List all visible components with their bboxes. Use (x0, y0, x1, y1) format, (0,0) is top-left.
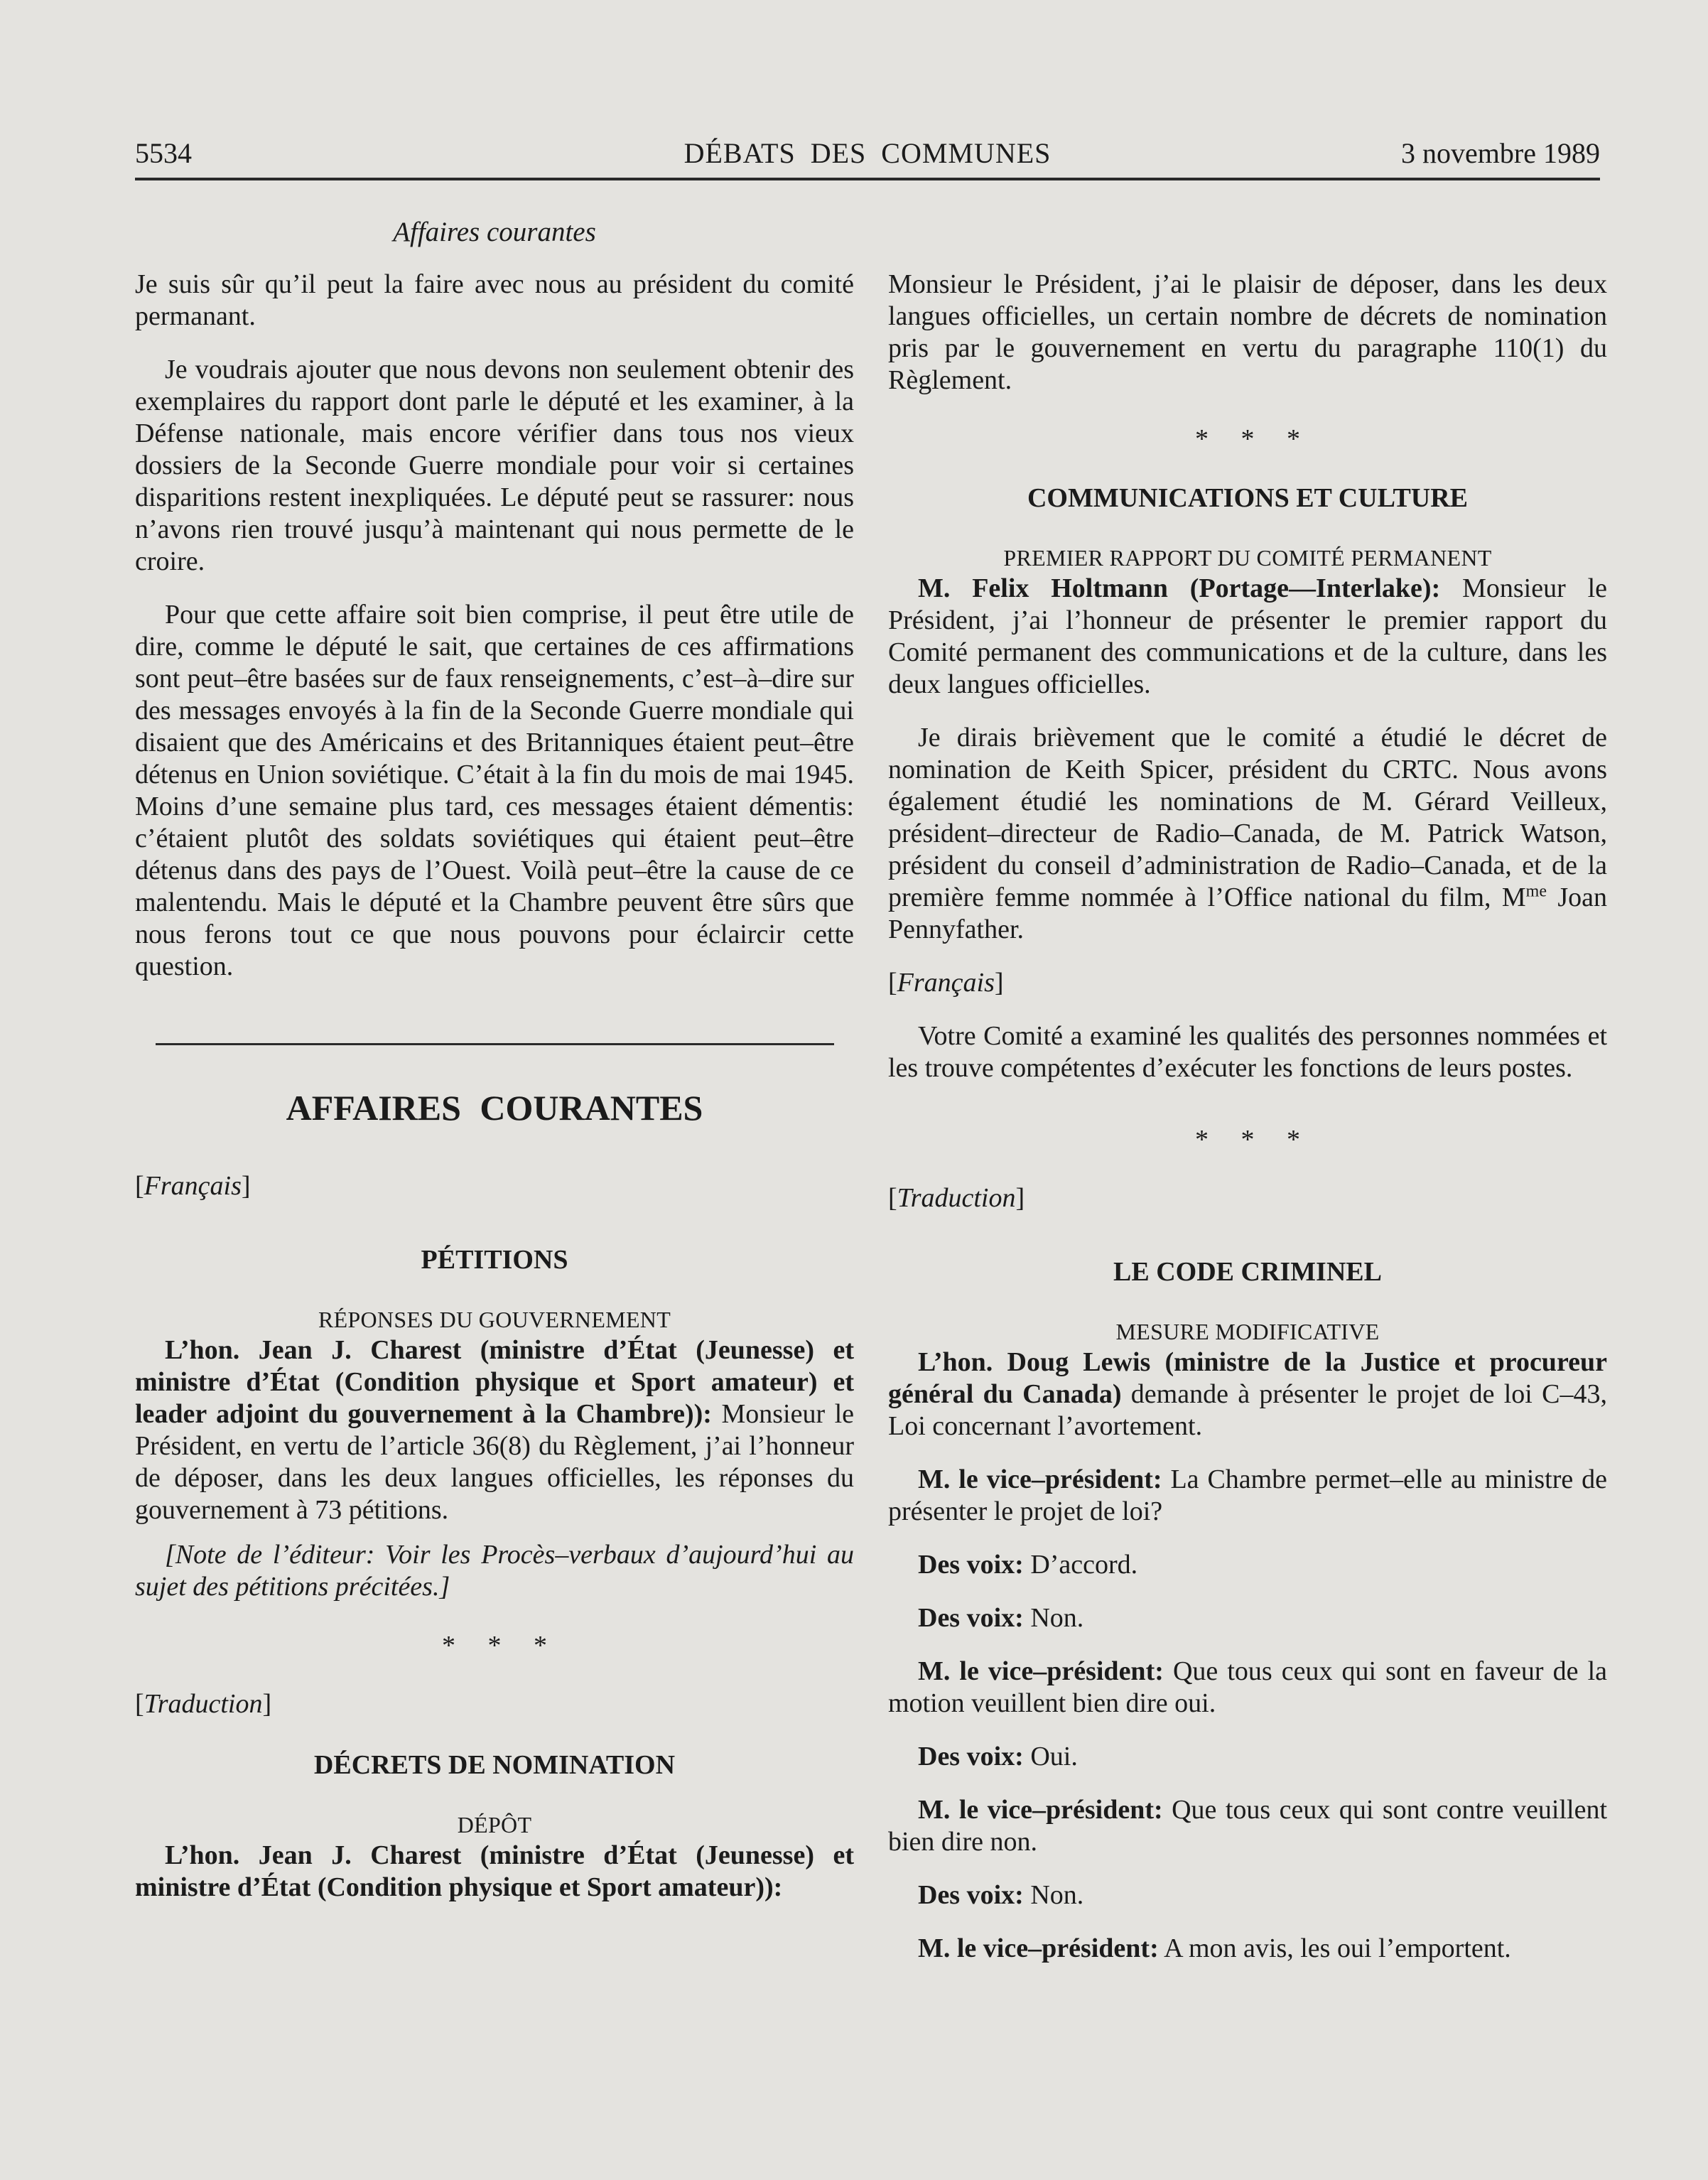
speaker: Des voix: (918, 1742, 1024, 1771)
paragraph: Monsieur le Président, j’ai le plaisir de déposer, dans les deux langues officielles, un certain nombre de décrets de nomination pris par le gouvernement en vertu du paragraphe 110(1) du Règlement. (888, 269, 1607, 395)
speech-text: Non. (1023, 1880, 1084, 1910)
speaker: M. le vice–président: (918, 1464, 1162, 1494)
page-number: 5534 (135, 137, 192, 169)
speech (888, 1933, 1607, 1965)
speech (135, 1840, 854, 1904)
section-divider (156, 1043, 834, 1045)
speech-text: A mon avis, les oui l’emportent. (1158, 1933, 1511, 1963)
speech (888, 1879, 1607, 1911)
heading-petitions: PÉTITIONS (421, 1245, 568, 1275)
heading-code-criminel: LE CODE CRIMINEL (1113, 1257, 1382, 1287)
speaker: L’hon. Jean J. Charest (ministre d’État (Jeunesse) et ministre d’État (Condition physique et Sport amateur)): (135, 1840, 854, 1902)
speech (888, 1741, 1607, 1773)
running-head: Affaires courantes (393, 217, 596, 247)
speech-text: D’accord. (1023, 1550, 1138, 1580)
speech-text: Non. (1023, 1603, 1084, 1633)
speech (888, 1794, 1607, 1858)
speech (888, 573, 1607, 701)
speech-text: demande à présenter le projet de loi C–43, Loi concernant l’avortement. (888, 1379, 1608, 1441)
speech (888, 1656, 1607, 1720)
separator-stars: * * * (1195, 1125, 1313, 1155)
speaker: M. le vice–président: (918, 1795, 1163, 1825)
speech-text: Monsieur le Président, en vertu de l’article 36(8) du Règlement, j’ai l’honneur de déposer, dans les deux langues officielles, les réponses du gouvernement à 73 pétitions. (135, 1399, 854, 1525)
paragraph: Votre Comité a examiné les qualités des personnes nommées et les trouve compétentes d’exécuter les fonctions de leurs postes. (888, 1021, 1607, 1083)
speech (888, 1347, 1607, 1442)
speech (888, 1464, 1607, 1528)
speech-text: La Chambre permet–elle au ministre de présenter le projet de loi? (888, 1464, 1608, 1526)
speaker: Des voix: (918, 1603, 1024, 1633)
speaker: L’hon. Jean J. Charest (ministre d’État (Jeunesse) et ministre d’État (Condition physique et Sport amateur) et leader adjoint du gouvernement à la Chambre)): (135, 1335, 854, 1429)
left-column (135, 269, 854, 1904)
speech (888, 1549, 1607, 1581)
subheading: PREMIER RAPPORT DU COMITÉ PERMANENT (1003, 545, 1492, 571)
subheading: DÉPÔT (457, 1812, 532, 1838)
speaker: M. le vice–président: (918, 1656, 1164, 1686)
paragraph: Je voudrais ajouter que nous devons non seulement obtenir des exemplaires du rapport dont parle le député et les examiner, à la Défense nationale, mais encore vérifier dans tous nos vieux dossiers de la Seconde Guerre mondiale pour voir si certaines disparitions restent inexpliquées. Le député peut se rassurer: nous n’avons rien trouvé jusqu’à maintenant qui nous permette de le croire. (135, 355, 854, 576)
speaker: M. le vice–président: (918, 1933, 1159, 1963)
language-tag: [Français] (135, 1171, 251, 1201)
heading-communications: COMMUNICATIONS ET CULTURE (1027, 483, 1469, 513)
speech-text: Que tous ceux qui sont contre veuillent bien dire non. (888, 1795, 1607, 1857)
subheading: RÉPONSES DU GOUVERNEMENT (318, 1307, 671, 1332)
subheading: MESURE MODIFICATIVE (1115, 1319, 1380, 1344)
heading-decrets: DÉCRETS DE NOMINATION (313, 1750, 676, 1780)
language-tag: [Traduction] (135, 1689, 272, 1719)
editor-note: [Note de l’éditeur: Voir les Procès–verbaux d’aujourd’hui au sujet des pétitions précitées.] (135, 1540, 854, 1602)
speech-text: Oui. (1023, 1742, 1078, 1771)
speech (888, 1602, 1607, 1634)
speaker: Des voix: (918, 1880, 1024, 1910)
issue-date: 3 novembre 1989 (1401, 137, 1600, 169)
speaker: M. Felix Holtmann (Portage—Interlake): (918, 573, 1441, 603)
speech-text: Que tous ceux qui sont en faveur de la motion veuillent bien dire oui. (888, 1656, 1607, 1718)
speech-text: Monsieur le Président, j’ai l’honneur de présenter le premier rapport du Comité permanent des communications et de la culture, dans les deux langues officielles. (888, 573, 1608, 699)
speaker: L’hon. Doug Lewis (ministre de la Justice et procureur général du Canada) (888, 1347, 1607, 1409)
separator-stars: * * * (1195, 424, 1313, 454)
speech (135, 1334, 854, 1526)
right-column (888, 269, 1607, 1965)
language-tag: [Traduction] (888, 1183, 1025, 1213)
paragraph: Je dirais brièvement que le comité a étudié le décret de nomination de Keith Spicer, président du CRTC. Nous avons également étudié les nominations de M. Gérard Veilleux, président–directeur de Radio–Canada, de M. Patrick Watson, président du conseil d’administration de Radio–Canada, et de la première femme nommée à l’Office national du film, $M^{me}$ Joan Pennyfather. (888, 723, 1608, 944)
speaker: Des voix: (918, 1550, 1024, 1580)
publication-title: DÉBATS DES COMMUNES (683, 137, 1052, 169)
page-header (135, 134, 1600, 180)
paragraph: Pour que cette affaire soit bien comprise, il peut être utile de dire, comme le député le sait, que certaines de ces affirmations sont peut–être basées sur de faux renseignements, c’est–à–dire sur des messages envoyés à la fin de la Seconde Guerre mondiale qui disaient que des Américains et des Britanniques étaient peut–être détenus en Union soviétique. C’était à la fin du mois de mai 1945. Moins d’une semaine plus tard, ces messages étaient démentis: c’étaient plutôt des soldats soviétiques qui étaient peut–être détenus dans des pays de l’Ouest. Voilà peut–être la cause de ce malentendu. Mais le député et la Chambre peuvent être sûrs que nous ferons tout ce que nous pouvons pour éclaircir cette question. (135, 600, 854, 981)
paragraph: Je suis sûr qu’il peut la faire avec nous au président du comité permanant. (135, 269, 854, 331)
section-title: AFFAIRES COURANTES (286, 1088, 703, 1128)
separator-stars: * * * (442, 1631, 560, 1661)
language-tag: [Français] (888, 968, 1004, 998)
